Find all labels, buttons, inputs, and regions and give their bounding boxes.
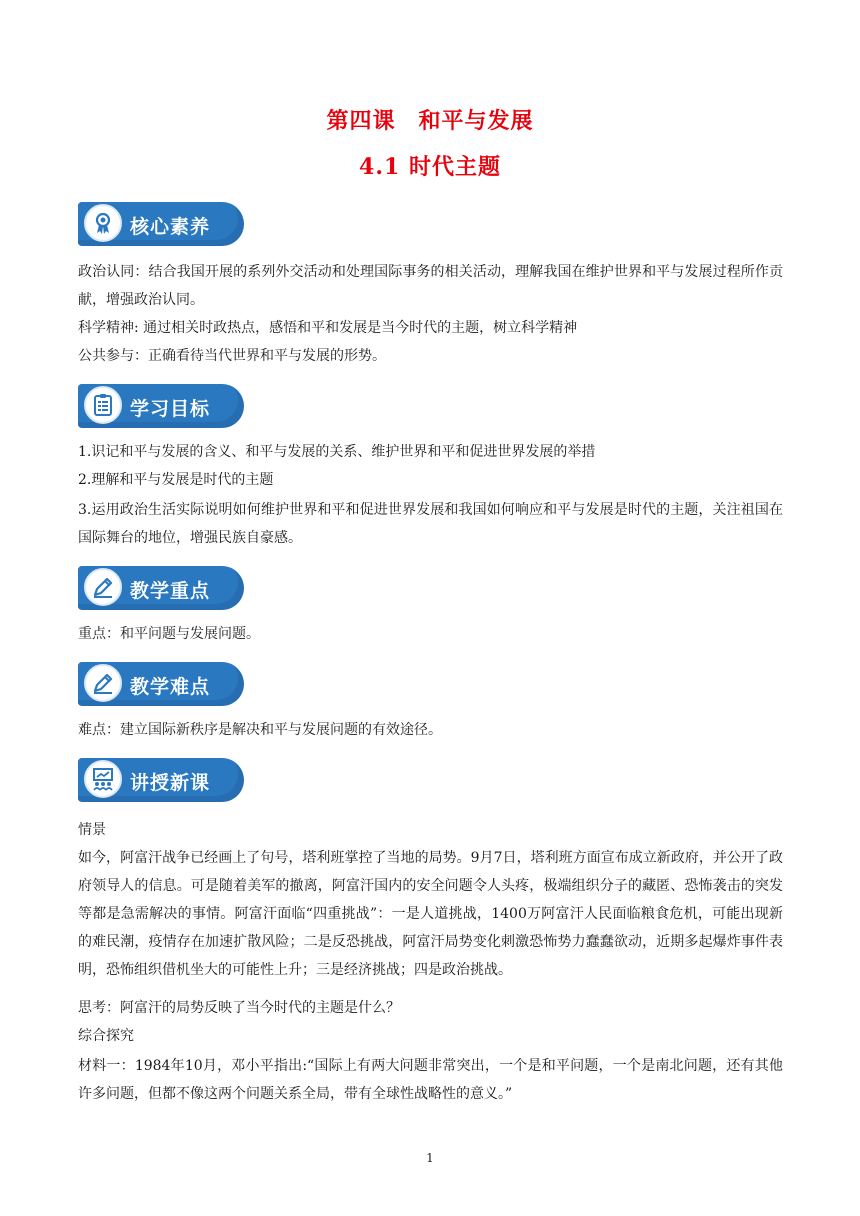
core-literacy-item: 公共参与：正确看待当代世界和平与发展的形势。 — [78, 348, 386, 364]
teaching-difficulty-text: 难点：建立国际新秩序是解决和平与发展问题的有效途径。 — [78, 722, 442, 738]
learning-goals-badge — [78, 384, 244, 428]
think-question: 思考：阿富汗的局势反映了当今时代的主题是什么？ — [78, 1000, 400, 1016]
teaching-keypoint-heading: 教学重点 — [130, 580, 211, 602]
learning-goals-heading: 学习目标 — [130, 398, 211, 420]
checklist-icon — [84, 386, 122, 424]
core-literacy-item: 政治认同：结合我国开展的系列外交活动和处理国际事务的相关活动，理解我国在维护世界和平与发展过程所作贡献，增强政治认同。 — [78, 264, 783, 308]
material-one-text: 材料一：1984年10月，邓小平指出:“国际上有两大问题非常突出，一个是和平问题，一个是南北问题，还有其他许多问题，但都不像这两个问题关系全局，带有全球性战略性的意义。” — [78, 1058, 783, 1102]
scenario-text: 如今，阿富汗战争已经画上了句号，塔利班掌控了当地的局势。9月7日，塔利班方面宣布成立新政府，并公开了政府领导人的信息。可是随着美军的撤离，阿富汗国内的安全问题令人头疼，极端组织分子的藏匿、恐怖袭击的突发等都是急需解决的事情。阿富汗面临“四重挑战”：一是人道挑战，1400万阿富汗人民面临粮食危机，可能出现新的难民潮，疫情存在加速扩散风险；二是反恐挑战，阿富汗局势变化刺激恐怖势力蠢蠢欲动，近期多起爆炸事件表明，恐怖组织借机坐大的可能性上升；三是经济挑战；四是政治挑战。 — [78, 850, 783, 978]
learning-goal-item: 3.运用政治生活实际说明如何维护世界和平和促进世界发展和我国如何响应和平与发展是时代的主题，关注祖国在国际舞台的地位，增强民族自豪感。 — [78, 502, 783, 546]
teaching-difficulty-heading: 教学难点 — [130, 676, 211, 698]
new-lesson-heading: 讲授新课 — [130, 772, 211, 794]
learning-goal-item: 1.识记和平与发展的含义、和平与发展的关系、维护世界和平和促进世界发展的举措 — [78, 444, 596, 460]
new-lesson-badge — [78, 758, 244, 802]
learning-goal-item: 2.理解和平与发展是时代的主题 — [78, 472, 274, 488]
pencil-icon — [84, 664, 122, 702]
core-literacy-heading: 核心素养 — [130, 216, 211, 238]
presentation-icon — [84, 760, 122, 798]
lesson-title: 第四课 和平与发展 — [326, 108, 534, 134]
teaching-keypoint-text: 重点：和平问题与发展问题。 — [78, 626, 260, 642]
pencil-icon — [84, 568, 122, 606]
core-literacy-item: 科学精神: 通过相关时政热点，感悟和平和发展是当今时代的主题，树立科学精神 — [78, 320, 578, 336]
teaching-difficulty-badge — [78, 662, 244, 706]
inquiry-label: 综合探究 — [78, 1028, 134, 1044]
scenario-label: 情景 — [78, 822, 106, 838]
core-literacy-badge — [78, 202, 244, 246]
page-number: 1 — [426, 1151, 434, 1165]
award-ribbon-icon — [84, 204, 122, 242]
teaching-keypoint-badge — [78, 566, 244, 610]
section-title: 4.1 时代主题 — [359, 154, 501, 180]
